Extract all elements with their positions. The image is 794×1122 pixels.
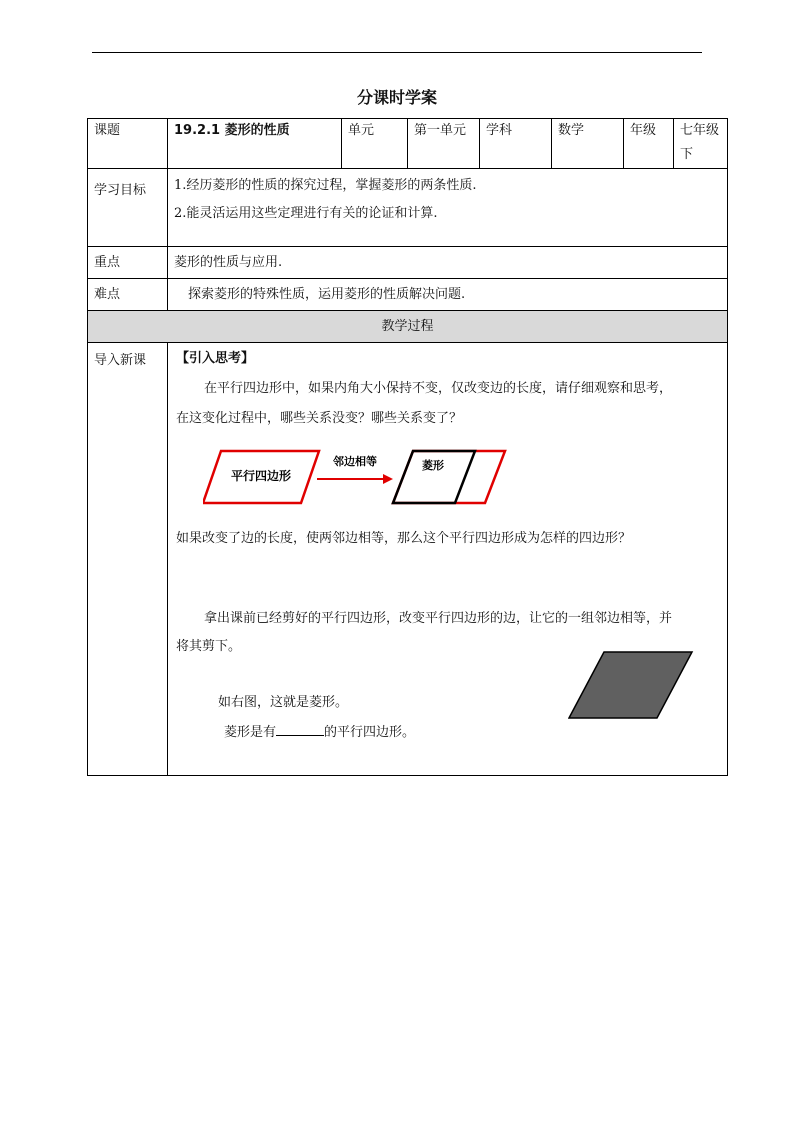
intro-label: 导入新课 — [88, 343, 168, 776]
difficulty-row — [88, 279, 728, 311]
parallelogram-label: 平行四边形 — [230, 469, 292, 483]
process-header-row — [88, 311, 728, 343]
lesson-plan-table — [87, 118, 728, 776]
topic-value: 19.2.1 菱形的性质 — [168, 119, 342, 169]
unit-value: 第一单元 — [408, 119, 480, 169]
unit-label: 单元 — [342, 119, 408, 169]
objectives-label: 学习目标 — [88, 169, 168, 247]
rhombus-figure — [568, 649, 694, 721]
intro-question: 如果改变了边的长度，使两邻边相等，那么这个平行四边形成为怎样的四边形？ — [176, 531, 632, 546]
grade-value: 七年级下 — [674, 119, 728, 169]
process-header: 教学过程 — [88, 311, 728, 343]
definition-after: 的平行四边形。 — [324, 725, 416, 740]
subject-label: 学科 — [480, 119, 552, 169]
header-row — [88, 119, 728, 169]
arrow-label: 邻边相等 — [333, 455, 377, 468]
right-figure-note: 如右图，这就是菱形。 — [218, 695, 349, 710]
intro-content — [168, 343, 728, 776]
definition-before: 菱形是有 — [224, 725, 277, 740]
header-rule — [92, 52, 702, 53]
intro-heading: 【引入思考】 — [176, 351, 255, 366]
intro-paragraph-line: 将其剪下。 — [176, 639, 242, 654]
objectives-row — [88, 169, 728, 247]
rhombus-shape — [569, 652, 692, 718]
objective-item: 2.能灵活运用这些定理进行有关的论证和计算. — [174, 206, 438, 221]
parallelogram-to-rhombus-figure — [203, 443, 513, 513]
rhombus-definition — [224, 723, 415, 743]
key-point-row — [88, 247, 728, 279]
topic-label: 课题 — [88, 119, 168, 169]
subject-value: 数学 — [552, 119, 624, 169]
definition-blank[interactable] — [276, 723, 324, 736]
difficulty-label: 难点 — [88, 279, 168, 311]
grade-label: 年级 — [624, 119, 674, 169]
rhombus-label: 菱形 — [422, 459, 444, 472]
objective-item: 1.经历菱形的性质的探究过程，掌握菱形的两条性质. — [174, 178, 477, 193]
intro-paragraph-line: 拿出课前已经剪好的平行四边形，改变平行四边形的边，让它的一组邻边相等，并 — [204, 611, 673, 626]
key-point-label: 重点 — [88, 247, 168, 279]
intro-row — [88, 343, 728, 776]
key-point-value: 菱形的性质与应用. — [168, 247, 728, 279]
intro-paragraph-line: 在平行四边形中，如果内角大小保持不变，仅改变边的长度，请仔细观察和思考， — [204, 381, 673, 396]
arrow-head-icon — [383, 474, 393, 484]
difficulty-value: 探索菱形的特殊性质，运用菱形的性质解决问题. — [168, 279, 728, 311]
intro-paragraph-line: 在这变化过程中，哪些关系没变？哪些关系变了？ — [176, 411, 463, 426]
document-title: 分课时学案 — [356, 88, 437, 107]
